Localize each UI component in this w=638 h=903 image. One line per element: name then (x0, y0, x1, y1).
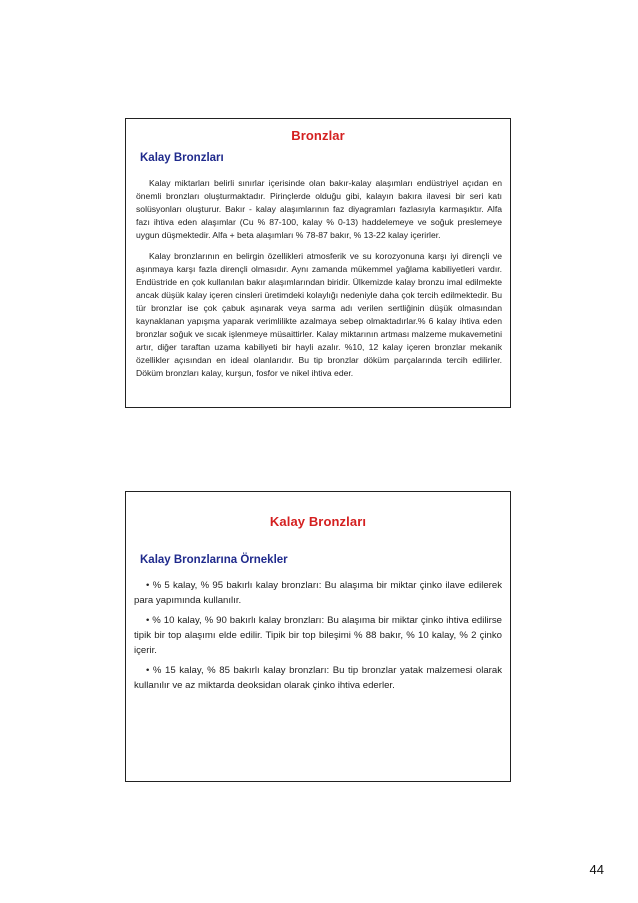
page-number: 44 (589, 862, 604, 877)
slide-kalay-bronzlari (125, 491, 511, 782)
slide-title: Kalay Bronzları (269, 514, 367, 529)
slide-title: Bronzlar (291, 128, 345, 143)
paragraph: Kalay bronzlarının en belirgin özellikleri atmosferik ve su korozyonuna karşı iyi dirençli ve aşınmaya karşı fazla dirençli olmasıdır. Aynı zamanda mükemmel yağlama kabiliyetleri vardır. Endüstride en çok kullanılan bakır alaşımlarından biridir. Ülkemizde kalay bronzu imal edilmekte ancak düşük kalay içeren cinsleri üretimdeki kolaylığı nedeniyle daha çok tercih edilmektedir. Bu tür bronzlar ise çok çabuk aşınarak veya sarma adı verilen sertliğinin düşük olmasından kaynaklanan yapışma yaparak verimlilikte azalmaya sebep olmaktadırlar.% 6 kalay ihtiva eden bronzlar soğuk ve sıcak işlenmeye müsaittirler. Kalay miktarının artması malzeme mukavemetini artır, diğer taraftan uzama kabiliyeti bir hayli azalır. %10, 12 kalay içeren bronzlar mekanik özellikler açısından en ideal olanlarıdır. Bu tip bronzlar döküm parçalarında tercih edilirler. Döküm bronzları kalay, kurşun, fosfor ve nikel ihtiva eder. (136, 251, 502, 378)
bullet-item: • % 15 kalay, % 85 bakırlı kalay bronzları: Bu tip bronzlar yatak malzemesi olarak kullanılır ve az miktarda deoksidan olarak çinko ihtiva ederler. (134, 665, 502, 691)
bullet-item: • % 5 kalay, % 95 bakırlı kalay bronzları: Bu alaşıma bir miktar çinko ilave edilerek para yapımında kullanılır. (134, 580, 502, 606)
paragraph: Kalay miktarları belirli sınırlar içerisinde olan bakır-kalay alaşımları endüstriyel açıdan en önemli bronzları oluşturmaktadır. Pirinçlerde olduğu gibi, kalayın bakıra ilavesi bir seri katı solüsyonları oluşturur. Bakır - kalay alaşımlarının faz diyagramları fazlasıyla karmaşıktır. Alfa fazı ihtiva eden alaşımlar (Cu % 87-100, kalay % 0-13) haddelemeye ve soğuk preslemeye uygun düşmektedir. Alfa + beta alaşımları % 78-87 bakır, % 13-22 kalay içerirler. (136, 178, 502, 240)
bullet-list (126, 578, 510, 693)
slide-subtitle: Kalay Bronzlarına Örnekler (140, 554, 288, 566)
slide-subtitle: Kalay Bronzları (140, 152, 224, 164)
bullet-item: • % 10 kalay, % 90 bakırlı kalay bronzları: Bu alaşıma bir miktar çinko ihtiva edilirse tipik bir top alaşımı elde edilir. Tipik bir top bileşimi % 88 bakır, % 10 kalay, % 2 çinko içerir. (134, 615, 502, 656)
slide-bronzlar (125, 118, 511, 408)
